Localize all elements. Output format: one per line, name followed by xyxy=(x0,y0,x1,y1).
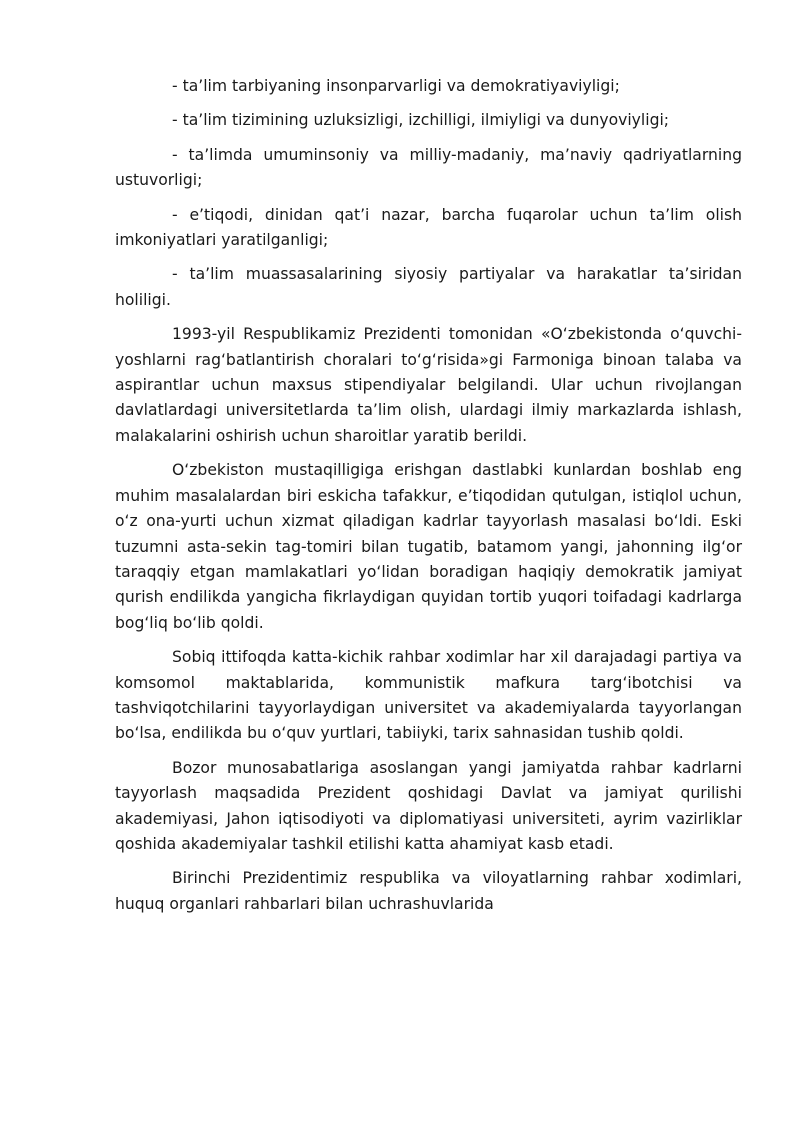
paragraph-first-president: Birinchi Prezidentimiz respublika va viloyatlarning rahbar xodimlari, huquq organlari rahbarlari bilan uchrashuvlarida xyxy=(115,869,742,913)
list-item-equal-access: - e’tiqodi, dinidan qat’i nazar, barcha fuqarolar uchun ta’lim olish imkoniyatlari yaratilganligi; xyxy=(115,205,742,250)
paragraph-1993-decree: 1993-yil Respublikamiz Prezidenti tomonidan «O‘zbekistonda o‘quvchi- yoshlarni rag‘batlantirish choralari to‘g‘risida»gi Farmoniga binoan talaba va aspirantlar uchun maxsus stipendiyalar belgilandi. Ular uchun rivojlangan davlatlardagi universitetlarda ta’lim olish, ulardagi ilmiy markazlarda ishlash, malakalarini oshirish uchun sharoitlar yaratib berildi. xyxy=(115,325,742,445)
list-item-continuity: - ta’lim tizimining uzluksizligi, izchilligi, ilmiyligi va dunyoviyligi; xyxy=(172,111,670,130)
list-item-humanism: - ta’lim tarbiyaning insonparvarligi va demokratiyaviyligi; xyxy=(172,77,620,95)
document-page xyxy=(115,74,742,917)
list-item-values: - ta’limda umuminsoniy va milliy-madaniy, ma’naviy qadriyatlarning ustuvorligi; xyxy=(115,145,742,190)
list-item-independence: - ta’lim muassasalarining siyosiy partiyalar va harakatlar ta’siridan holiligi. xyxy=(115,265,742,309)
paragraph-soviet-schools: Sobiq ittifoqda katta-kichik rahbar xodimlar har xil darajadagi partiya va komsomol maktablarida, kommunistik mafkura targ‘ibotchisi va tashviqotchilarini tayyorlaydigan universitet va akademiyalarda tayyorlangan bo‘lsa, endilikda bu o‘quv yurtlari, tabiiyki, tarix sahnasidan tushib qoldi. xyxy=(115,648,742,743)
paragraph-independence-cadres: O‘zbekiston mustaqilligiga erishgan dastlabki kunlardan boshlab eng muhim masalalardan biri eskicha tafakkur, e’tiqodidan qutulgan, istiqlol uchun, o‘z ona-yurti uchun xizmat qiladigan kadrlar tayyorlash masalasi bo‘ldi. Eski tuzumni asta-sekin tag-tomiri bilan tugatib, batamom yangi, jahonning ilg‘or taraqqiy etgan mamlakatlari yo‘lidan boradigan haqiqiy demokratik jamiyat qurish endilikda yangicha fikrlaydigan quyidan tortib yuqori toifadagi kadrlarga bog‘liq bo‘lib qoldi. xyxy=(115,461,742,632)
paragraph-market-academies: Bozor munosabatlariga asoslangan yangi jamiyatda rahbar kadrlarni tayyorlash maqsadida Prezident qoshidagi Davlat va jamiyat qurilishi akademiyasi, Jahon iqtisodiyoti va diplomatiyasi universiteti, ayrim vazirliklar qoshida akademiyalar tashkil etilishi katta ahamiyat kasb etadi. xyxy=(115,758,742,853)
